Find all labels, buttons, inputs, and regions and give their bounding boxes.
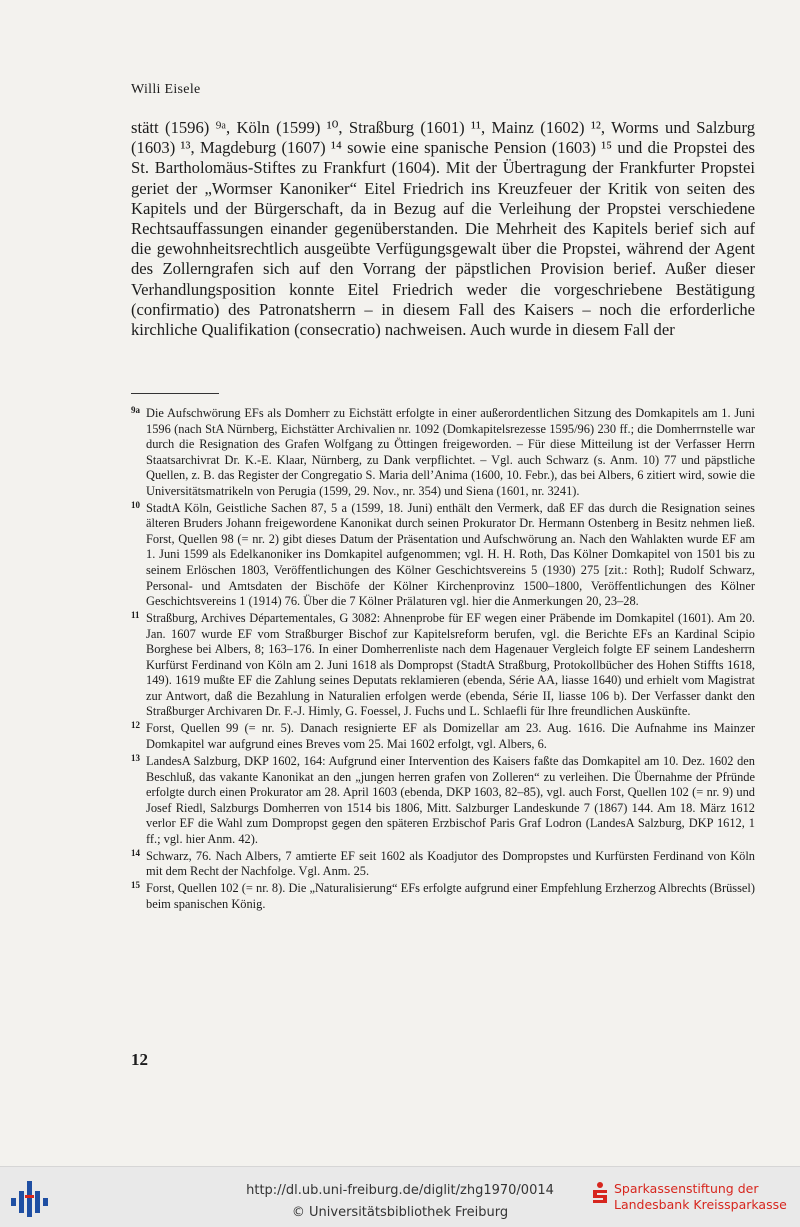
footnote-text: LandesA Salzburg, DKP 1602, 164: Aufgrund einer Intervention des Kaisers faßte das Domkapitel am 10. Dez. 1602 den Beschluß, das vakante Kanonikat an den „jungen herren grafen von Zolleren“ zu verleihen. Die Übernahme der Pfründe erfolgte durch einen Prokurator am 28. April 1603 (ebenda, DKP 1603, 82–85), vgl. auch Forst, Quellen 102 (= nr. 9) und Josef Riedl, Salzburgs Domherren von 1514 bis 1806, Mitt. Salzburger Landeskunde 7 (1867) 144. Am 18. März 1612 verlor EF die Wahl zum Dompropst gegen den späteren Erzbischof Paris Graf Lodron (LandesA Salzburg, DKP 1612, 1 ff.; vgl. hier Anm. 42). xyxy=(146,754,755,846)
sponsor-name xyxy=(614,1181,787,1213)
footnote xyxy=(131,611,755,720)
footnotes xyxy=(131,406,755,914)
footnote-number: 11 xyxy=(131,610,140,621)
permalink-link[interactable]: http://dl.ub.uni-freiburg.de/diglit/zhg1970/0014 xyxy=(246,1183,554,1198)
footnote xyxy=(131,754,755,847)
footnote-text: Straßburg, Archives Départementales, G 3082: Ahnenprobe für EF wegen einer Präbende im Domkapitel (1601). Am 20. Jan. 1607 wurde EF vom Straßburger Bischof zur Kapitelsreform berufen, vgl. die Berichte EFs an Kardinal Scipio Borghese bei Albers, 8; 163–176. In einer Domherrenliste nach dem Hagenauer Vergleich folgte EF seinem Landesherrn Kurfürst Ferdinand von Köln am 2. Juni 1618 als Dompropst (StadtA Straßburg, Protokollbücher des Hohen Stiffts 1618, 149). 1619 mußte EF die Zahlung seines Deputats reklamieren (ebenda, Série AA, liasse 1640) und erhielt vom Magistrat zur Antwort, daß die Bezahlung in Naturalien erfolgen werde (ebenda, Série II, liasse 106 b). Der Verfasser dankt den Straßburger Archivaren Dr. F.-J. Himly, G. Foessel, J. Fuchs und L. Schlaefli für Ihre freundlichen Auskünfte. xyxy=(146,611,755,719)
footnote-number: 12 xyxy=(131,720,140,731)
copyright-notice: © Universitätsbibliothek Freiburg xyxy=(291,1205,509,1220)
viewer-footer xyxy=(0,1166,800,1227)
footnote-number: 13 xyxy=(131,753,140,764)
footnote-number: 9a xyxy=(131,405,140,415)
footnote-number: 10 xyxy=(131,499,140,510)
footnote-text: Forst, Quellen 99 (= nr. 5). Danach resignierte EF als Domizellar am 23. Aug. 1616. Die Aufnahme ins Mainzer Domkapitel war aufgrund eines Breves vom 25. Mai 1602 erfolgt, vgl. Albers, 6. xyxy=(146,721,755,751)
sponsor-line-1: Sparkassenstiftung der xyxy=(614,1181,759,1196)
footnote xyxy=(131,881,755,912)
footnote xyxy=(131,721,755,752)
footnote-text: StadtA Köln, Geistliche Sachen 87, 5 a (1599, 18. Juni) enthält den Vermerk, daß EF das durch die Resignation seines älteren Bruders Johann freigewordene Kanonikat durch seinen Prokurator Dr. Hermann Ostenberg in Besitz nehmen ließ. Forst, Quellen 98 (= nr. 2) gibt dieses Datum der Präsentation und Aufschwörung an. Nach den Wahlakten wurde EF am 1. Juni 1599 als Edelkanoniker ins Domkapitel aufgenommen; vgl. H. H. Roth, Das Kölner Domkapitel von 1501 bis zu seinem Erlöschen 1803, Veröffentlichungen des Kölner Geschichtsvereins 5 (1930) 275 [zit.: Roth]; Rudolf Schwarz, Personal- und Amtsdaten der Bischöfe der Kölner Kirchenprovinz 1500–1800, Veröffentlichungen des Kölner Geschichtsvereins 1 (1914) 76. Über die 7 Kölner Prälaturen vgl. hier die Anmerkungen 20, 23–28. xyxy=(146,500,755,609)
footnote xyxy=(131,849,755,880)
footnote-number: 14 xyxy=(131,847,140,858)
page-number: 12 xyxy=(131,1050,148,1069)
footnote-text: Die Aufschwörung EFs als Domherr zu Eichstätt erfolgte in einer außerordentlichen Sitzung des Domkapitels am 1. Juni 1596 (nach StA Nürnberg, Eichstätter Archivalien nr. 1092 (Domkapitelsrezesse 1595/96) 230 ff.; die Domherrnstelle war durch die Resignation des Grafen Wolfgang zu Öttingen freigeworden. – Für diese Mitteilung ist der Verfasser Herrn Staatsarchivrat Dr. K.-E. Klaar, Nürnberg, zu Dank verpflichtet. – Vgl. auch Schwarz (s. Anm. 10) 77 und päpstliche Quellen, z. B. das Register der Congregatio S. Maria dell’Anima (1600, 10. Febr.), das bei Albers, 6 zitiert wird, sowie die Universitätsmatrikeln von Perugia (1599, 29. Nov., nr. 354) und Siena (1601, nr. 3241). xyxy=(146,406,755,498)
footnote xyxy=(131,501,755,610)
footnote-text: Schwarz, 76. Nach Albers, 7 amtierte EF seit 1602 als Koadjutor des Dompropstes und Kurfürsten Ferdinand von Köln mit dem Recht der Nachfolge. Vgl. Anm. 25. xyxy=(146,848,755,879)
footnote-text: Forst, Quellen 102 (= nr. 8). Die „Naturalisierung“ EFs erfolgte aufgrund einer Empfehlung Erzherzog Albrechts (Brüssel) beim spanischen König. xyxy=(146,881,755,911)
sponsor-line-2: Landesbank Kreissparkasse xyxy=(614,1197,787,1212)
running-head: Willi Eisele xyxy=(131,82,201,97)
footnote-divider xyxy=(131,393,219,394)
footnote-number: 15 xyxy=(131,880,140,891)
footnote xyxy=(131,406,755,499)
main-text xyxy=(131,118,755,340)
sparkasse-logo-icon xyxy=(590,1181,610,1205)
sponsor-block[interactable] xyxy=(590,1179,795,1219)
main-paragraph: stätt (1596) ⁹ᵃ, Köln (1599) ¹⁰, Straßburg (1601) ¹¹, Mainz (1602) ¹², Worms und Salzburg (1603) ¹³, Magdeburg (1607) ¹⁴ sowie eine spanische Pension (1603) ¹⁵ und die Propstei des St. Bartholomäus-Stiftes zu Frankfurt (1604). Mit der Übertragung der Frankfurter Propstei geriet der „Wormser Kanoniker“ Eitel Friedrich ins Kreuzfeuer der Kritik von seiten des Kapitels und der Bürgerschaft, da in Bezug auf die Verleihung der Propstei verschiedene Rechtsauffassungen einander gegenüberstanden. Die Mehrheit des Kapitels berief sich auf die gewohnheitsrechtlich ausgeübte Verfügungsgewalt über die Propstei, während der Agent des Zollerngrafen sich auf den Vorrang der päpstlichen Provision berief. Außer dieser Verhandlungsposition konnte Eitel Friedrich weder die vorgeschriebene Bestätigung (confirmatio) des Patronatsherrn – in diesem Fall des Kaisers – noch die erforderliche kirchliche Qualifikation (consecratio) nachweisen. Auch wurde in diesem Fall der xyxy=(131,118,755,340)
